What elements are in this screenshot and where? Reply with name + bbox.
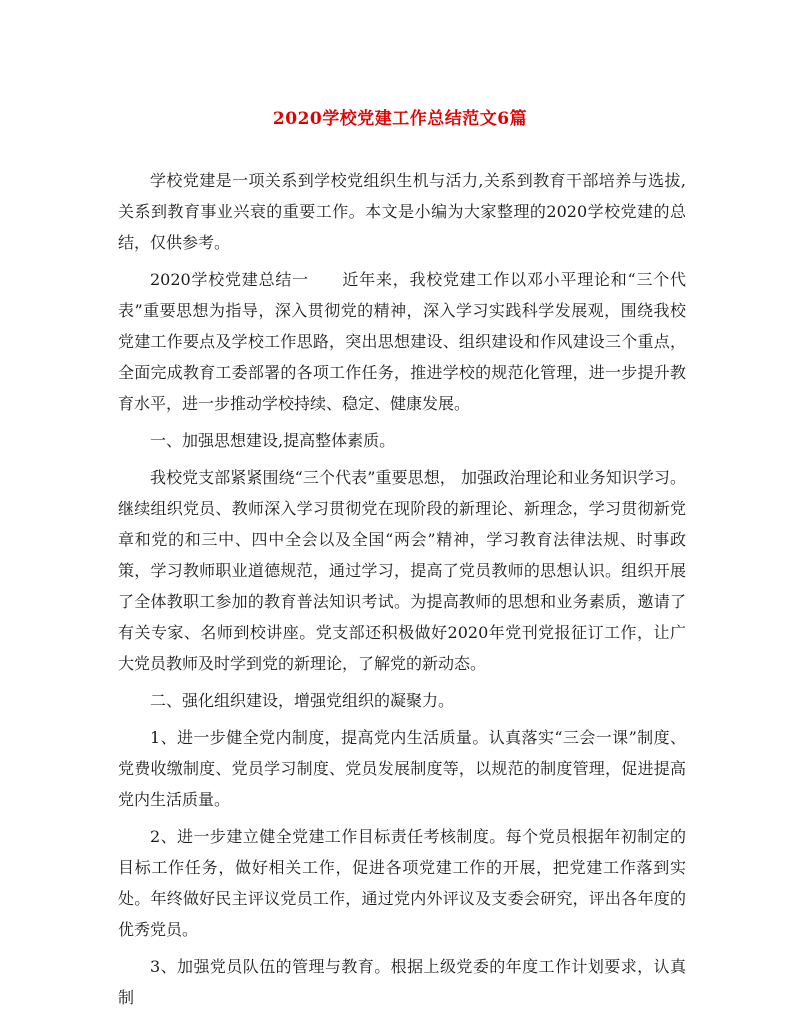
document-body xyxy=(118,165,686,1019)
section-heading-one: 一、加强思想建设,提高整体素质。 xyxy=(150,431,396,450)
paragraph-thought-building: 我校党支部紧紧围绕“三个代表”重要思想， 加强政治理论和业务知识学习。继续组织党员、教师深入学习贯彻党在现阶段的新理论、新理念，学习贯彻新党章和党的和三中、四中全会以及全国“两会”精神，学习教育法律法规、时事政策，学习教师职业道德规范，通过学习，提高了党员教师的思想认识。组织开展了全体教职工参加的教育普法知识考试。为提高教师的思想和业务素质，邀请了有关专家、名师到校讲座。党支部还积极做好2020年党刊党报征订工作，让广大党员教师及时学到党的新理论，了解党的新动态。 xyxy=(118,468,686,673)
document-title: 2020学校党建工作总结范文6篇 xyxy=(272,109,528,129)
paragraph-summary-one: 2020学校党建总结一 近年来，我校党建工作以邓小平理论和“三个代表”重要思想为指导，深入贯彻党的精神，深入学习实践科学发展观，围绕我校党建工作要点及学校工作思路，突出思想建设、组织建设和作风建设三个重点，全面完成教育工委部署的各项工作任务，推进学校的规范化管理，进一步提升教育水平，进一步推动学校持续、稳定、健康发展。 xyxy=(118,270,686,413)
paragraph-item-two: 2、进一步建立健全党建工作目标责任考核制度。每个党员根据年初制定的目标工作任务，做好相关工作，促进各项党建工作的开展，把党建工作落到实处。年终做好民主评议党员工作，通过党内外评议及支委会研究，评出各年度的优秀党员。 xyxy=(118,827,686,939)
paragraph-intro: 学校党建是一项关系到学校党组织生机与活力,关系到教育干部培养与选拔,关系到教育事业兴衰的重要工作。本文是小编为大家整理的2020学校党建的总结，仅供参考。 xyxy=(118,171,686,252)
paragraph-item-three: 3、加强党员队伍的管理与教育。根据上级党委的年度工作计划要求，认真制 xyxy=(118,957,686,1007)
section-heading-two: 二、强化组织建设，增强党组织的凝聚力。 xyxy=(150,691,455,710)
paragraph-item-one: 1、进一步健全党内制度，提高党内生活质量。认真落实“三会一课”制度、党费收缴制度、党员学习制度、党员发展制度等，以规范的制度管理，促进提高党内生活质量。 xyxy=(118,728,686,809)
